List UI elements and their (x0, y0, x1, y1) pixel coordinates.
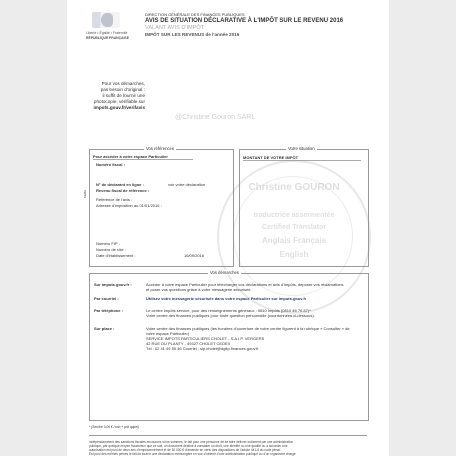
marianne-profile-icon (101, 13, 113, 27)
republique-francaise-logo (86, 12, 129, 44)
procedures-panel (89, 270, 369, 421)
internet-text: Accéder à votre espace Particulier pour télécharger vos déclarations et avis d'impôts, déposer vos réclamations (146, 282, 344, 287)
mail-text[interactable]: Utilisez votre messagerie sécurisée dans votre espace Particulier sur impots.gouv.fr (146, 296, 307, 301)
copyright-watermark: @Christine Gouron SARL (175, 114, 256, 121)
in-person-text: Votre centre des finances publiques (les horaires d'ouverture de votre centre figurent à la rubrique « Consulter » de (146, 326, 350, 331)
references-panel (89, 146, 234, 267)
footer-line: Indépendamment des sanctions fiscales encourues si les sommes, le fait pour une personne de se faire délivrer indûment par une administration (89, 440, 294, 444)
fiscal-number-label: Numéro fiscal : (96, 162, 125, 167)
header-income-year: IMPÔT SUR LES REVENUS de l'année 2015 (145, 32, 240, 37)
notice-ref-label: Référence de l'avis : (96, 197, 133, 202)
footer-line: publique, par quelque moyen frauduleux que ce soit, un document destiné à constater un droit, une identité ou une qualité ou à accorder une (89, 444, 288, 448)
fip-label: Numéro FIP : (96, 241, 120, 246)
stamp-line: Certified Translator (261, 224, 327, 231)
procedures-title: Vos démarches (210, 270, 239, 275)
internet-text: et poser vos questions grâce à votre messagerie sécurisée. (146, 287, 252, 292)
issue-date-label: Date d'établissement : (96, 253, 136, 258)
office-address: 42 RUE DU PLANTY - 49327 CHOLET CEDEX (146, 341, 231, 346)
online-number-label: N° de déclarant en ligne : (96, 182, 144, 187)
footer-line: Est puni des mêmes peines le fait de fournir une déclaration mensongère en vue d'obtenir d'une administration publique ou d'un organisme chargé (89, 452, 296, 456)
header-direction: DIRECTION GÉNÉRALE DES FINANCES PUBLIQUES (145, 12, 245, 17)
verify-link[interactable]: impots.gouv.fr/verifavis (93, 105, 145, 110)
tax-amount-label: MONTANT DE VOTRE IMPÔT (243, 155, 299, 160)
online-number-value: voir votre déclaration (168, 182, 206, 187)
mail-label: Par courriel : (94, 296, 119, 301)
tax-address-label: Adresse d'imposition au 01/01/2016 : (96, 203, 162, 208)
header-subtitle: VALANT AVIS D'IMPÔT (145, 25, 205, 31)
office-name: SERVICE IMPOTS PARTICULIERS CHOLET - S.A.I.P. VERGERS (146, 336, 265, 341)
in-person-text: votre espace Particulier) (146, 331, 190, 336)
logo-republic: RÉPUBLIQUE FRANÇAISE (86, 36, 129, 40)
access-label: Pour accéder à votre espace Particulier (93, 154, 168, 159)
header-title: AVIS DE SITUATION DÉCLARATIVE À L'IMPÔT SUR LE REVENU 2016 (145, 18, 344, 24)
in-person-label: Sur place : (94, 326, 115, 331)
note-line: pas besoin d'original : (100, 87, 145, 92)
internet-label: Sur impots.gouv.fr : (94, 282, 132, 287)
legal-footer (89, 440, 369, 456)
tax-notice-page (67, 0, 389, 456)
footer-line: autorisation est puni de deux ans d'emprisonnement et de 30 000 € d'amende en vertu des dispositions de l'article 441-6 du code pénal. (89, 448, 281, 452)
note-line: il suffit de fournir une (102, 93, 145, 98)
phone-label: Par téléphone : (94, 308, 123, 313)
stamp-line: Anglais Français (261, 236, 327, 245)
situation-title: Votre situation (288, 146, 315, 151)
rfr-label: Revenu fiscal de référence : (96, 188, 150, 193)
role-label: Numéro de rôle : (96, 247, 126, 252)
references-title: Vos références (146, 146, 174, 151)
note-line: Pour vos démarches, (101, 81, 145, 86)
office-contact: Tél : 02 41 49 55 46 Courriel : sip.cholet@dgfip.finances.gouv.fr (146, 346, 259, 351)
logo-motto: Liberté • Égalité • Fraternité (86, 31, 128, 35)
issue-date-value: 16/09/2016 (184, 253, 205, 258)
price-note: * (Service 0,06 € / min + prix appel) (89, 425, 139, 429)
stamp-line: traductrice assermentée (253, 212, 335, 219)
verification-note (89, 81, 145, 111)
footer-divider (89, 435, 367, 436)
note-line: photocopie, vérifiable sur (93, 99, 145, 104)
phone-text: Le centre impôts service, pour des renseignements généraux : 0810 Impôts (0810 46 76 87)* (146, 308, 311, 313)
stamp-name: Christine GOURON (248, 182, 340, 193)
phone-text: Votre centre des finances publiques pour toute question personnelle (coordonnées ci-dessous). (146, 313, 315, 318)
stamp-line: English (279, 250, 309, 259)
divider (93, 159, 193, 160)
side-code: CEBA (83, 189, 88, 199)
